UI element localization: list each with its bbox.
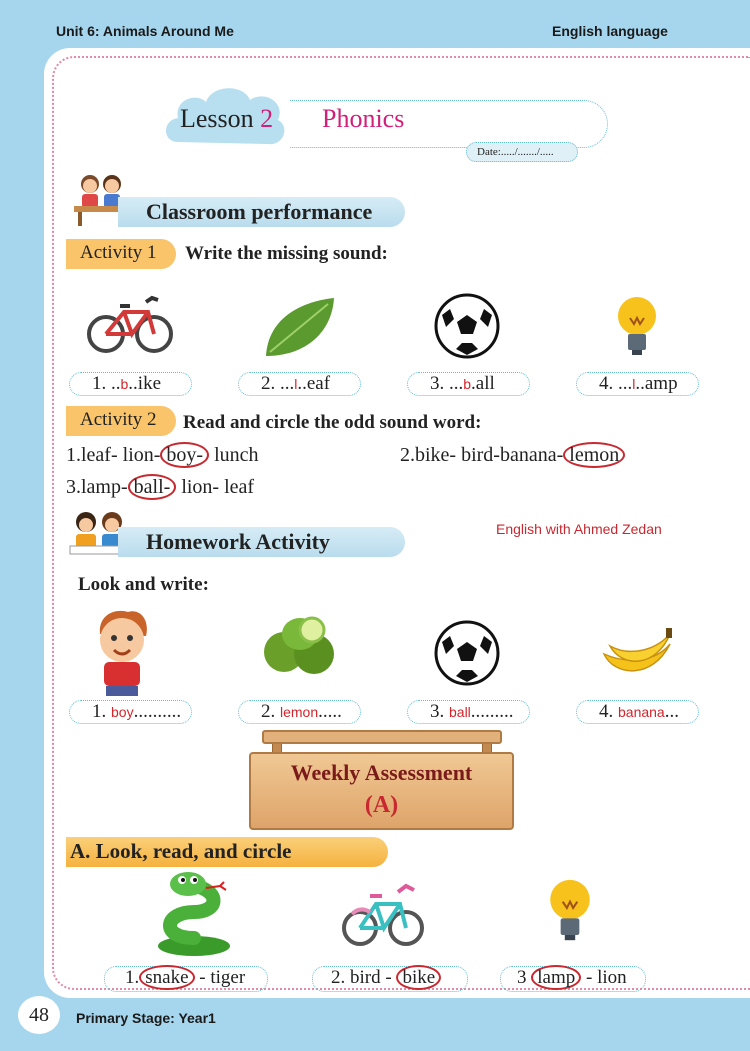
lesson-word: Lesson [180,104,254,133]
bananas-icon [600,624,674,680]
handwritten-answer: boy [111,704,134,720]
answer-prefix: 2. ... [261,373,295,394]
handwritten-answer: b [120,376,129,392]
activity1-answer-4[interactable] [576,372,699,396]
activity1-answer-3[interactable] [407,372,530,396]
answer-suffix: ..eaf [297,373,331,394]
answer-prefix: 4. ... [599,373,633,394]
subject-label: English language [552,23,668,39]
homework-answer-1[interactable] [69,700,192,724]
light-bulb-icon [612,294,662,356]
assessment-item-2[interactable] [312,966,468,992]
homework-instruction: Look and write: [78,574,209,595]
lemons-icon [262,612,336,678]
item-prefix: 2. bird - [331,967,397,988]
handwritten-answer: lemon [280,704,319,720]
answer-prefix: 1. [92,701,111,722]
answer-suffix: ... [664,701,679,722]
handwritten-answer: ball [449,704,471,720]
page-number: 48 [18,996,60,1034]
answer-prefix: 4. [599,701,618,722]
bicycle-icon [86,290,174,356]
boy-icon [88,606,156,698]
light-bulb-icon [544,876,596,942]
answer-suffix: .......... [133,701,182,722]
item-prefix: 3 [517,967,532,988]
circled-word[interactable]: ball- [128,474,177,500]
answer-prefix: 3. ... [430,373,464,394]
activity1-answer-1[interactable] [69,372,192,396]
bicycle-icon [340,876,426,950]
answer-suffix: .all [471,373,495,394]
homework-answer-2[interactable] [238,700,361,724]
activity2-row-3 [66,476,254,499]
handwritten-answer: l [632,376,636,392]
activity1-tag: Activity 1 [66,239,176,269]
row-text: 2.bike- bird-banana- [400,444,564,466]
answer-suffix: ..amp [635,373,678,394]
answer-prefix: 1. .. [92,373,121,394]
date-field: Date:...../......./..... [466,142,578,162]
lesson-title [180,104,273,134]
handwritten-answer: b [463,376,472,392]
soccer-ball-icon [432,620,502,686]
circled-word[interactable]: lemon [563,442,625,468]
row-text: 3.lamp- [66,476,128,498]
assessment-subtitle: (A) [364,792,399,818]
item-suffix: - tiger [194,967,246,988]
stage-label: Primary Stage: Year1 [76,1010,216,1026]
activity2-row-2 [400,444,625,467]
activity1-instruction: Write the missing sound: [185,243,388,264]
circled-word[interactable]: bike [396,965,441,990]
answer-prefix: 2. [261,701,280,722]
author-credit: English with Ahmed Zedan [496,521,662,537]
classroom-performance-banner: Classroom performance [118,197,405,227]
circled-word[interactable]: boy- [160,442,209,468]
leaf-icon [262,296,338,360]
activity2-instruction: Read and circle the odd sound word: [183,412,482,433]
activity1-answer-2[interactable] [238,372,361,396]
row-text: lion- leaf [176,476,255,498]
activity2-tag: Activity 2 [66,406,176,436]
look-read-circle-banner: A. Look, read, and circle [66,837,388,867]
answer-suffix: ......... [470,701,514,722]
snake-icon [150,868,236,958]
homework-answer-3[interactable] [407,700,530,724]
answer-suffix: ..ike [128,373,162,394]
lesson-topic: Phonics [322,104,405,133]
item-suffix: - lion [581,967,627,988]
activity2-row-1 [66,444,259,467]
handwritten-answer: l [294,376,298,392]
homework-answer-4[interactable] [576,700,699,724]
assessment-item-1[interactable] [104,966,268,992]
circled-word[interactable]: lamp [531,965,581,990]
answer-suffix: ..... [318,701,342,722]
item-prefix: 1. [125,967,140,988]
lesson-number: 2 [260,104,274,133]
circled-word[interactable]: snake [139,965,194,990]
handwritten-answer: banana [618,704,665,720]
assessment-item-3[interactable] [500,966,646,992]
homework-activity-banner: Homework Activity [118,527,405,557]
row-text: 1.leaf- lion- [66,444,161,466]
assessment-title: Weekly Assessment [290,760,473,785]
row-text: lunch [209,444,259,466]
soccer-ball-icon [432,293,502,359]
sign-top-plank [262,730,502,744]
answer-prefix: 3. [430,701,449,722]
unit-title: Unit 6: Animals Around Me [56,23,234,39]
